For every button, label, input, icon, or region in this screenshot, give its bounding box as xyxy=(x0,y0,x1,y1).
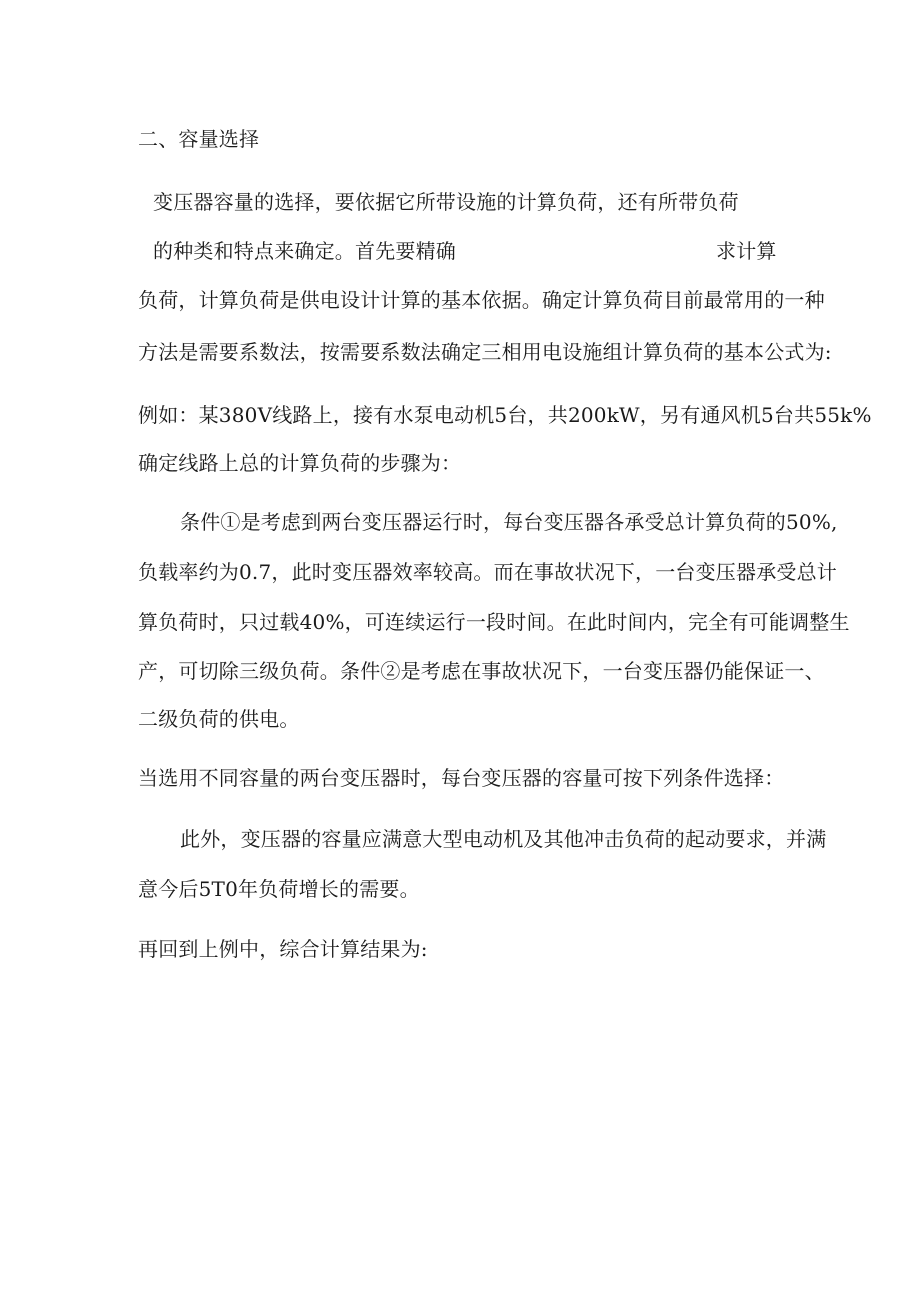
paragraph-3: 当选用不同容量的两台变压器时，每台变压器的容量可按下列条件选择： xyxy=(138,766,785,790)
paragraph-2-line-2: 负载率约为0.7，此时变压器效率较高。而在事故状况下，一台变压器承受总计 xyxy=(138,560,838,584)
paragraph-4-line-1: 此外，变压器的容量应满意大型电动机及其他冲击负荷的起动要求，并满 xyxy=(180,827,827,851)
paragraph-1-line-1: 变压器容量的选择，要依据它所带设施的计算负荷，还有所带负荷 xyxy=(153,190,739,214)
paragraph-4-line-2: 意今后5T0年负荷增长的需要。 xyxy=(138,877,420,901)
section-heading: 二、容量选择 xyxy=(138,127,260,151)
paragraph-2-line-1: 条件①是考虑到两台变压器运行时，每台变压器各承受总计算负荷的50%, xyxy=(180,510,838,534)
example-line-2: 确定线路上总的计算负荷的步骤为： xyxy=(138,451,462,475)
paragraph-2-line-5: 二级负荷的供电。 xyxy=(138,707,300,731)
paragraph-1-line-4: 方法是需要系数法，按需要系数法确定三相用电设施组计算负荷的基本公式为: xyxy=(138,340,832,364)
paragraph-1-line-3: 负荷，计算负荷是供电设计计算的基本依据。确定计算负荷目前最常用的一种 xyxy=(138,288,825,312)
paragraph-2-line-4: 产，可切除三级负荷。条件②是考虑在事故状况下，一台变压器仍能保证一、 xyxy=(138,659,825,683)
paragraph-2-line-3: 算负荷时，只过载40%，可连续运行一段时间。在此时间内，完全有可能调整生 xyxy=(138,610,850,634)
paragraph-1-line-2-right: 求计算 xyxy=(716,239,777,263)
example-line-1: 例如：某380V线路上，接有水泵电动机5台，共200kW，另有通风机5台共55k% xyxy=(138,403,872,427)
paragraph-1-line-2-left: 的种类和特点来确定。首先要精确 xyxy=(153,239,456,263)
paragraph-5: 再回到上例中，综合计算结果为: xyxy=(138,937,428,961)
